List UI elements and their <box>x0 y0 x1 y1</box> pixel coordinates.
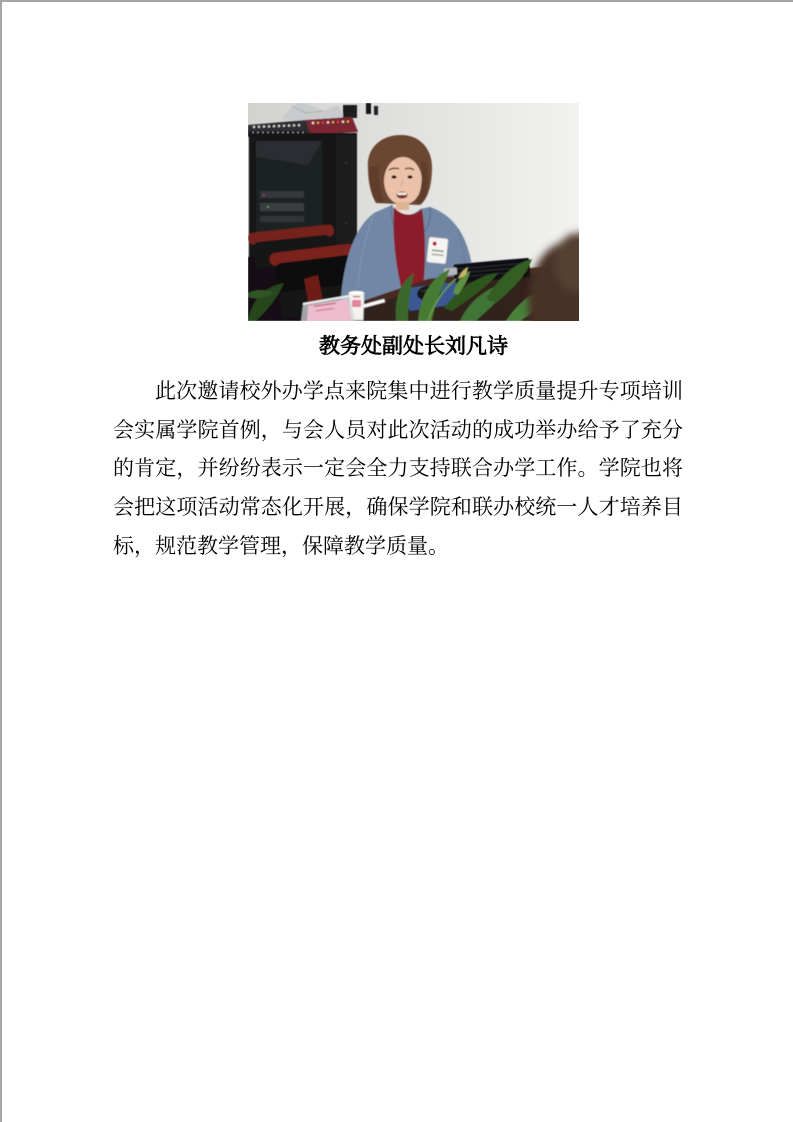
meeting-photo <box>248 103 579 321</box>
meeting-photo-illustration <box>248 103 579 321</box>
figure-block <box>248 103 579 359</box>
photo-caption: 教务处副处长刘凡诗 <box>319 334 508 358</box>
body-paragraph: 此次邀请校外办学点来院集中进行教学质量提升专项培训会实属学院首例，与会人员对此次活动的成功举办给予了充分的肯定，并纷纷表示一定会全力支持联合办学工作。学院也将会把这项活动常态化开展，确保学院和联办校统一人才培养目标，规范教学管理，保障教学质量。 <box>113 379 683 558</box>
